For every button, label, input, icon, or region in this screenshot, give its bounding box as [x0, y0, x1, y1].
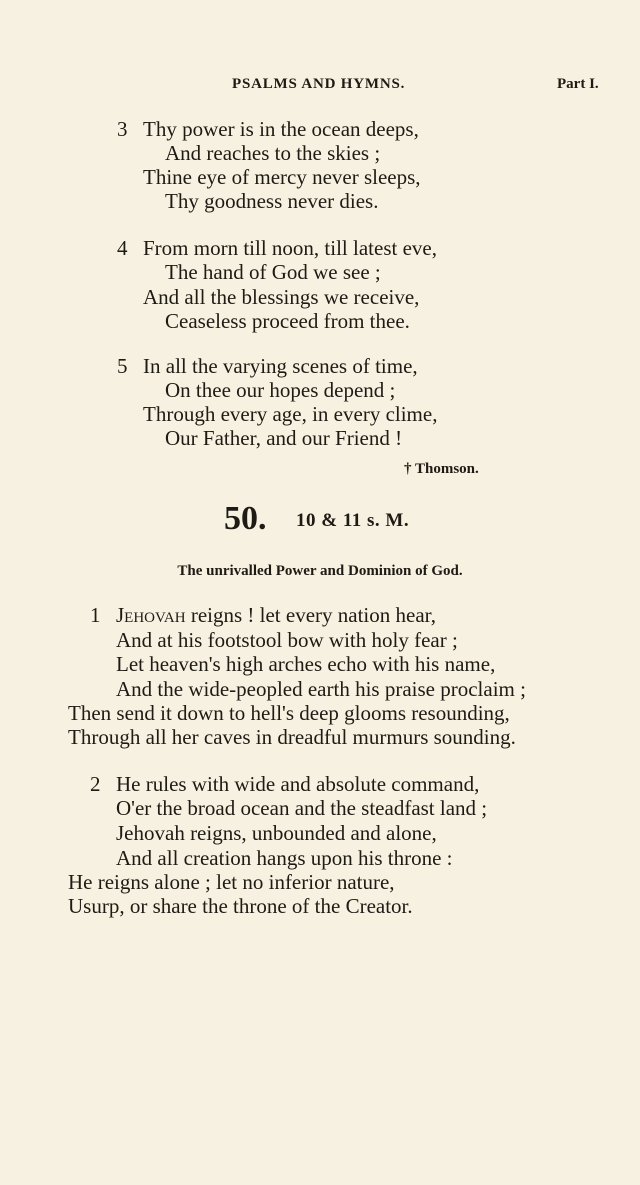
verse-line: Thy power is in the ocean deeps,	[143, 117, 419, 141]
verse-line: Thy goodness never dies.	[165, 189, 379, 213]
running-head	[0, 76, 640, 98]
verse-line: And reaches to the skies ;	[165, 141, 381, 165]
verse-number: 2	[90, 772, 101, 796]
verse-line: In all the varying scenes of time,	[143, 354, 418, 378]
verse-line: Jehovah reigns, unbounded and alone,	[116, 821, 437, 845]
verse-line: Through every age, in every clime,	[143, 402, 438, 426]
verse-line: Then send it down to hell's deep glooms resounding,	[68, 701, 510, 725]
verse-line: And all the blessings we receive,	[143, 285, 420, 309]
verse-line: And all creation hangs upon his throne :	[116, 846, 453, 870]
verse-line: Thine eye of mercy never sleeps,	[143, 165, 421, 189]
hymn-meter: 10 & 11 s. M.	[296, 510, 410, 531]
running-head-title: PSALMS AND HYMNS.	[232, 76, 406, 92]
verse-line: Let heaven's high arches echo with his name,	[116, 652, 496, 676]
verse-line: Usurp, or share the throne of the Creator.	[68, 894, 413, 918]
verse-line-rest: reigns ! let every nation hear,	[190, 603, 437, 627]
author-attribution: † Thomson.	[404, 461, 479, 477]
verse-line: He rules with wide and absolute command,	[116, 772, 480, 796]
hymn-subtitle: The unrivalled Power and Dominion of God.	[177, 563, 463, 579]
verse-line: O'er the broad ocean and the steadfast land ;	[116, 796, 488, 820]
verse-line: And at his footstool bow with holy fear ;	[116, 628, 458, 652]
first-word: Jehovah	[116, 603, 186, 627]
verse-number: 1	[90, 603, 101, 627]
verse-line: Ceaseless proceed from thee.	[165, 309, 410, 333]
verse-number: 4	[117, 236, 128, 260]
hymn-number: 50.	[224, 500, 267, 537]
verse-line: He reigns alone ; let no inferior nature,	[68, 870, 395, 894]
verse-line: Through all her caves in dreadful murmurs sounding.	[68, 725, 516, 749]
running-head-part: Part I.	[557, 76, 599, 92]
verse-line: Our Father, and our Friend !	[165, 426, 403, 450]
verse-line: The hand of God we see ;	[165, 260, 381, 284]
verse-line: And the wide-peopled earth his praise proclaim ;	[116, 677, 526, 701]
verse-line: On thee our hopes depend ;	[165, 378, 396, 402]
verse-line-first	[116, 602, 436, 628]
verse-number: 3	[117, 117, 128, 141]
verse-number: 5	[117, 354, 128, 378]
verse-line: From morn till noon, till latest eve,	[143, 236, 437, 260]
